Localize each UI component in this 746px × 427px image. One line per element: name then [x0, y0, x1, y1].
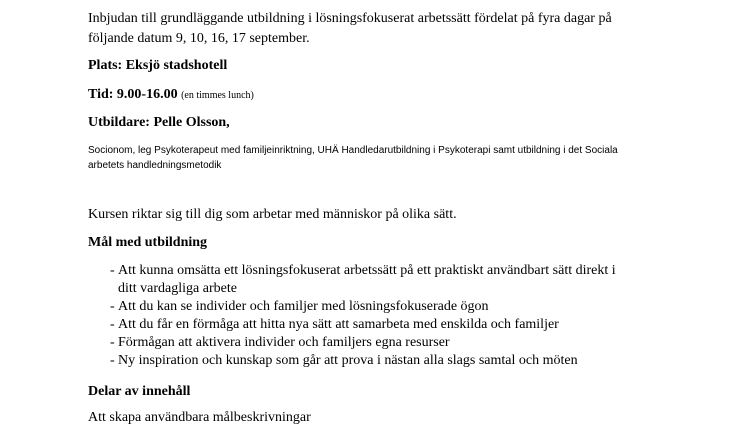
tid-note: (en timmes lunch) — [181, 90, 254, 101]
goal-item — [88, 316, 616, 334]
bullet-dash: - — [110, 335, 115, 350]
goal-item — [88, 298, 616, 316]
goal-text: Att du kan se individer och familjer med lösningsfokuserade ögon — [118, 299, 489, 314]
intro-line-1: Inbjudan till grundläggande utbildning i lösningsfokuserat arbetssätt fördelat på fyra dagar på — [88, 11, 612, 26]
goal-text: Att kunna omsätta ett lösningsfokuserat arbetssätt på ett praktiskt användbart sätt direkt i — [118, 263, 616, 278]
goals-list — [88, 262, 616, 370]
content-first-item: Att skapa användbara målbeskrivningar — [88, 410, 311, 425]
goal-item — [88, 262, 616, 298]
bullet-dash: - — [110, 299, 115, 314]
bullet-dash: - — [110, 263, 115, 278]
goal-text: Ny inspiration och kunskap som går att prova i nästan alla slags samtal och möten — [118, 353, 578, 368]
goal-item — [88, 352, 616, 370]
goal-text: Förmågan att aktivera individer och familjers egna resurser — [118, 335, 450, 350]
audience-text: Kursen riktar sig till dig som arbetar med människor på olika sätt. — [88, 207, 457, 222]
goal-text-continued: ditt vardagliga arbete — [118, 281, 237, 296]
tid-label: Tid: 9.00-16.00 — [88, 87, 178, 102]
bullet-dash: - — [110, 317, 115, 332]
goal-item — [88, 334, 616, 352]
plats-heading: Plats: Eksjö stadshotell — [88, 58, 228, 73]
content-heading: Delar av innehåll — [88, 384, 191, 399]
tid-heading — [88, 86, 254, 105]
credentials-line-1: Socionom, leg Psykoterapeut med familjeinriktning, UHÄ Handledarutbildning i Psykoterapi samt utbildning i det Sociala — [88, 145, 618, 156]
credentials-line-2: arbetets handledningsmetodik — [88, 160, 222, 171]
goal-text: Att du får en förmåga att hitta nya sätt att samarbeta med enskilda och familjer — [118, 317, 559, 332]
intro-line-2: följande datum 9, 10, 16, 17 september. — [88, 31, 310, 46]
utbildare-heading: Utbildare: Pelle Olsson, — [88, 115, 230, 130]
goals-heading: Mål med utbildning — [88, 235, 208, 250]
bullet-dash: - — [110, 353, 115, 368]
